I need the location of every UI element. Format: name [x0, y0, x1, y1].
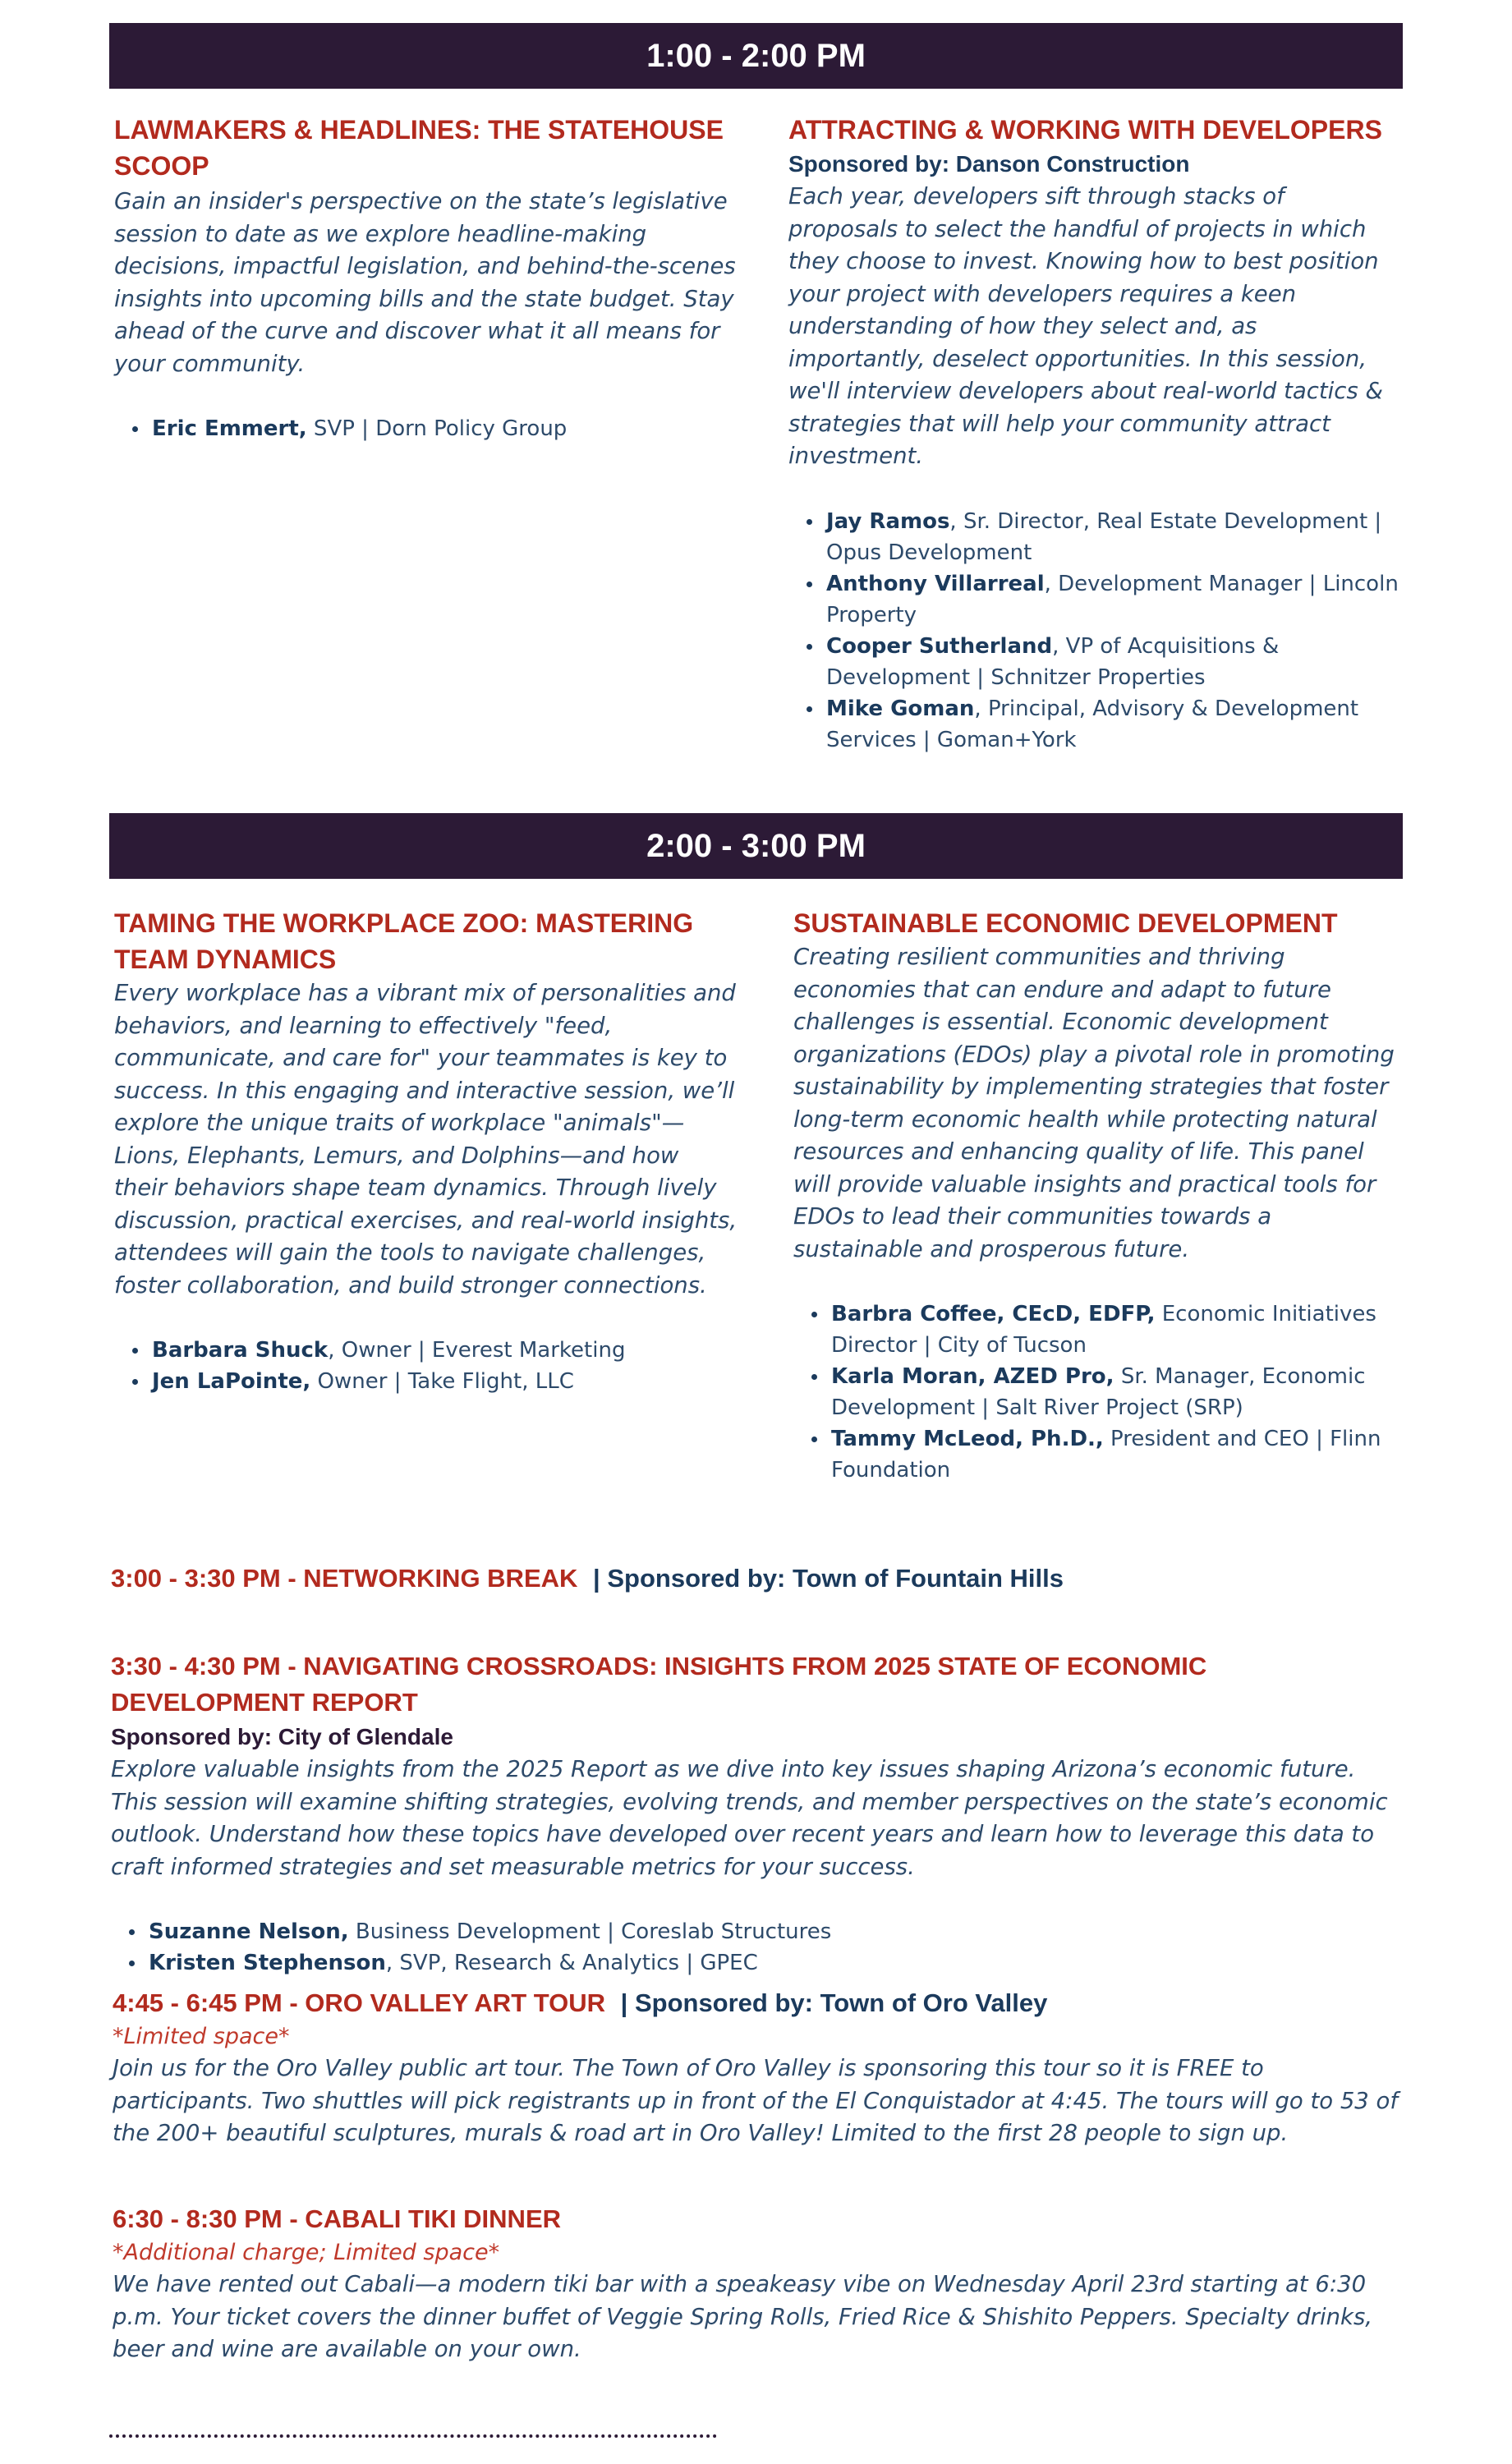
session-art-tour — [113, 1985, 1406, 2150]
session-title: SUSTAINABLE ECONOMIC DEVELOPMENT — [793, 908, 1338, 938]
speaker-item: Tammy McLeod, Ph.D., President and CEO | Flinn Foundation — [793, 1423, 1401, 1486]
session-title: 3:30 - 4:30 PM - NAVIGATING CROSSROADS: INSIGHTS FROM 2025 STATE OF ECONOMIC DEVELOPMENT REPORT — [111, 1652, 1207, 1717]
dinner-note: *Additional charge; Limited space* — [113, 2240, 500, 2265]
speaker-item: Suzanne Nelson, Business Development | Coreslab Structures — [111, 1916, 1404, 1947]
speaker-item: Anthony Villarreal, Development Manager | Lincoln Property — [788, 568, 1400, 631]
break-separator: | — [593, 1564, 600, 1593]
speaker-list — [114, 413, 738, 444]
art-tour-heading — [113, 1985, 1406, 2021]
session-statehouse-scoop — [114, 112, 738, 444]
session-title: TAMING THE WORKPLACE ZOO: MASTERING TEAM DYNAMICS — [114, 908, 694, 974]
session-title: ATTRACTING & WORKING WITH DEVELOPERS — [788, 115, 1382, 145]
break-title: 3:00 - 3:30 PM - NETWORKING BREAK — [111, 1564, 578, 1593]
session-description: Join us for the Oro Valley public art tour. The Town of Oro Valley is sponsoring this tour so it is FREE to participants. Two shuttles will pick registrants up in front of the El Conquistador at 4:45. The tours will go to 53 of the 200+ beautiful sculptures, murals & road art in Oro Valley! Limited to the first 28 people to sign up. — [113, 2055, 1399, 2146]
art-tour-title: 4:45 - 6:45 PM - ORO VALLEY ART TOUR — [113, 1988, 606, 2017]
art-tour-sponsor: Sponsored by: Town of Oro Valley — [634, 1988, 1048, 2017]
session-working-with-developers — [788, 112, 1400, 756]
speaker-item: Karla Moran, AZED Pro, Sr. Manager, Economic Development | Salt River Project (SRP) — [793, 1361, 1401, 1423]
speaker-list — [788, 506, 1400, 756]
speaker-item: Mike Goman, Principal, Advisory & Development Services | Goman+York — [788, 693, 1400, 756]
session-navigating-crossroads — [111, 1648, 1404, 1979]
speaker-item: Jen LaPointe, Owner | Take Flight, LLC — [114, 1366, 738, 1397]
speaker-item: Eric Emmert, SVP | Dorn Policy Group — [114, 413, 738, 444]
speaker-item: Jay Ramos, Sr. Director, Real Estate Development | Opus Development — [788, 506, 1400, 568]
session-description: Every workplace has a vibrant mix of personalities and behaviors, and learning to effectively "feed, communicate, and care for" your teammates is key to success. In this engaging and interactive session, we’ll explore the unique traits of workplace "animals"—Lions, Elephants, Lemurs, and Dolphins—and how their behaviors shape team dynamics. Through lively discussion, practical exercises, and real-world insights, attendees will gain the tools to navigate challenges, foster collaboration, and build stronger connections. — [114, 980, 738, 1299]
session-description: We have rented out Cabali—a modern tiki bar with a speakeasy vibe on Wednesday April 23rd starting at 6:30 p.m. Your ticket covers the dinner buffet of Veggie Spring Rolls, Fried Rice & Shishito Peppers. Specialty drinks, beer and wine are available on your own. — [113, 2271, 1373, 2362]
dotted-divider — [109, 2434, 717, 2438]
art-tour-note: *Limited space* — [113, 2024, 290, 2049]
session-sustainable-development — [793, 905, 1401, 1486]
speaker-item: Kristen Stephenson, SVP, Research & Analytics | GPEC — [111, 1947, 1404, 1979]
session-title: LAWMAKERS & HEADLINES: THE STATEHOUSE SCOOP — [114, 115, 724, 181]
networking-break — [111, 1561, 1404, 1597]
session-description: Each year, developers sift through stacks of proposals to select the handful of projects in which they choose to invest. Knowing how to best position your project with developers requires a keen understanding of how they select and, as importantly, deselect opportunities. In this session, we'll interview developers about real-world tactics & strategies that will help your community attract investment. — [788, 183, 1383, 469]
session-workplace-zoo — [114, 905, 738, 1397]
time-header-1: 1:00 - 2:00 PM — [109, 23, 1403, 89]
session-description: Gain an insider's perspective on the state’s legislative session to date as we explore headline-making decisions, impactful legislation, and behind-the-scenes insights into upcoming bills and the state budget. Stay ahead of the curve and discover what it all means for your community. — [114, 188, 736, 377]
speaker-item: Cooper Sutherland, VP of Acquisitions & Development | Schnitzer Properties — [788, 631, 1400, 693]
speaker-item: Barbara Shuck, Owner | Everest Marketing — [114, 1335, 738, 1366]
session-description: Creating resilient communities and thriving economies that can endure and adapt to future challenges is essential. Economic development organizations (EDOs) play a pivotal role in promoting sustainability by implementing strategies that foster long-term economic health while protecting natural resources and enhancing quality of life. This panel will provide valuable insights and practical tools for EDOs to lead their communities towards a sustainable and prosperous future. — [793, 944, 1395, 1262]
speaker-item: Barbra Coffee, CEcD, EDFP, Economic Initiatives Director | City of Tucson — [793, 1299, 1401, 1361]
break-sponsor: Sponsored by: Town of Fountain Hills — [607, 1564, 1064, 1593]
session-sponsor: Sponsored by: City of Glendale — [111, 1724, 453, 1749]
time-header-2: 2:00 - 3:00 PM — [109, 813, 1403, 879]
speaker-list — [114, 1335, 738, 1397]
session-sponsor: Sponsored by: Danson Construction — [788, 151, 1190, 177]
art-tour-separator: | — [620, 1988, 628, 2017]
dinner-title: 6:30 - 8:30 PM - CABALI TIKI DINNER — [113, 2204, 562, 2233]
session-description: Explore valuable insights from the 2025 Report as we dive into key issues shaping Arizona’s economic future. This session will examine shifting strategies, evolving trends, and member perspectives on the state’s economic outlook. Understand how these topics have developed over recent years and learn how to leverage this data to craft informed strategies and set measurable metrics for your success. — [111, 1756, 1388, 1880]
speaker-list — [111, 1916, 1404, 1979]
session-tiki-dinner — [113, 2201, 1406, 2366]
speaker-list — [793, 1299, 1401, 1486]
